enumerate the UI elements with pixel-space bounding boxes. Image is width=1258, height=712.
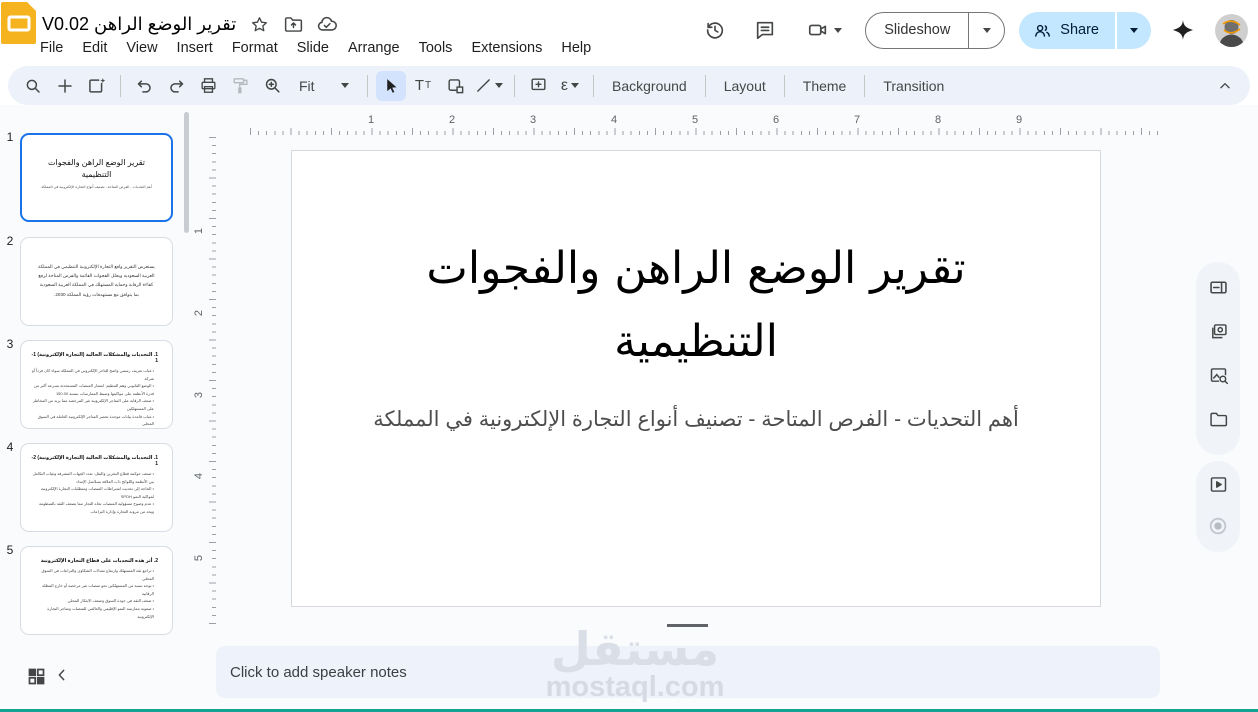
share-people-icon <box>1033 21 1052 40</box>
cloud-saved-icon[interactable] <box>316 13 338 35</box>
share-button[interactable] <box>1019 12 1115 49</box>
background-button[interactable]: Background <box>612 77 687 94</box>
slide-thumbnail-1[interactable] <box>20 133 173 222</box>
slideshow-caret-button[interactable] <box>968 13 1004 48</box>
collapse-toolbar-icon[interactable] <box>1210 71 1240 101</box>
divider <box>367 75 368 97</box>
menu-edit[interactable]: Edit <box>82 40 108 56</box>
slideshow-button[interactable]: Slideshow <box>884 22 951 38</box>
text-box-T: T <box>414 77 425 94</box>
divider <box>864 75 865 97</box>
print-icon[interactable] <box>193 71 223 101</box>
menu-tools[interactable]: Tools <box>418 40 453 56</box>
slide-thumbnail-3[interactable] <box>20 340 173 429</box>
menu-arrange[interactable]: Arrange <box>347 40 400 56</box>
watermark-url: mostaql.com <box>545 671 725 703</box>
undo-icon[interactable] <box>129 71 159 101</box>
insert-line-icon[interactable] <box>472 71 506 101</box>
watermark-arabic-logo: مستقل <box>550 623 720 675</box>
special-character-icon[interactable] <box>555 71 585 101</box>
slides-logo[interactable] <box>0 0 38 46</box>
select-tool-icon[interactable] <box>376 71 406 101</box>
divider <box>705 75 706 97</box>
slideshow-split-button <box>865 12 1005 49</box>
special-character-caret-icon[interactable] <box>571 83 579 88</box>
filmstrip-scrollbar[interactable] <box>184 112 189 233</box>
menubar <box>40 36 591 60</box>
redo-icon[interactable] <box>161 71 191 101</box>
menu-view[interactable]: View <box>126 40 158 56</box>
insert-comment-icon[interactable] <box>523 71 553 101</box>
thumb5-bullets: • تراجع ثقة المستهلك وارتفاع معدلات الشكاوى والنزاعات في السوق المحلي • توجه نسبة من المستهلكين نحو منصات غير مرخصة أو خارج المظلة الرقابية • ضعف الثقة في جودة السوق وضعف الابتكار المحلي • صعوبة ممارسة النمو الإقليمي والعالمي للمنصات ومتاجر التجارة الإلكترونية <box>21 567 172 620</box>
line-caret-icon[interactable] <box>495 83 503 88</box>
thumb2-body: يستعرض التقرير واقع التجارة الإلكترونية التنظيمي في المملكة العربية السعودية ويحلل الفجوات القائمة والفرص المتاحة لرفع كفاءة الرقابة وحماية المستهلك في المملكة العربية السعودية بما يتوافق مع مستهدفات رؤية المملكة 2030. <box>38 264 155 297</box>
zoom-select[interactable] <box>289 71 359 101</box>
side-panel-group-top <box>1196 262 1240 455</box>
slide-number: 4 <box>6 440 14 454</box>
photos-icon[interactable] <box>1205 318 1231 344</box>
slide-thumbnail-2[interactable] <box>20 237 173 326</box>
comments-icon[interactable] <box>747 12 783 48</box>
thumb4-heading: 1. التحديات والمشكلات الحالية (التجارة الإلكترونية) 2-1 <box>31 455 158 467</box>
epsilon-glyph: ε <box>560 76 569 94</box>
zoom-value: Fit <box>299 77 315 94</box>
gemini-sparkle-icon[interactable] <box>1165 12 1201 48</box>
divider <box>514 75 515 97</box>
new-slide-layout-icon[interactable] <box>82 71 112 101</box>
menu-insert[interactable]: Insert <box>176 40 213 56</box>
thumb1-subtitle: أهم التحديات - الفرص المتاحة - تصنيف أنواع التجارة الإلكترونية في المملكة <box>41 185 152 189</box>
divider <box>784 75 785 97</box>
thumb4-bullets: • ضعف حوكمة قطاع التخزين والنقل: تعدد الجهات المشرفة وغياب التكامل بين الأنظمة واللوائح ذات العلاقة بسلاسل الإمداد • الحاجة إلى تحديث اشتراطات المنصات ومتطلبات التجارة الإلكترونية لمواكبة النمو SPDH • عدم وضوح مسؤولية المنصات تجاه التجار مما يضعف الثقة بالمنظومة ويحد من مرونة التجارة وإدارة النزاعات <box>21 470 172 516</box>
menu-help[interactable]: Help <box>561 40 592 56</box>
search-menus-icon[interactable] <box>18 71 48 101</box>
side-panel-group-bottom <box>1196 461 1240 552</box>
thumb3-heading: 1. التحديات والمشكلات الحالية (التجارة الإلكترونية) 1-1 <box>31 352 158 364</box>
slide-number: 2 <box>6 234 14 248</box>
slide-number: 5 <box>6 543 14 557</box>
move-folder-icon[interactable] <box>282 13 304 35</box>
version-history-icon[interactable] <box>697 12 733 48</box>
thumb3-bullets: • غياب تعريف رسمي واضح للتاجر الإلكتروني في المملكة سواء كان فرداً أو شركة • الوضع القانوني وهم التنظيم: انتشار المنصات المستحدثة بسرعة أكبر من قدرة الأنظمة على مواكبتها وضبط الممارسات بنسبة 150.00 • ضعف الرقابة على المتاجر الإلكترونية غير المرخصة مما يزيد من المخاطر على المستهلكين • غياب قاعدة بيانات موحدة تحصر المتاجر الإلكترونية العاملة في السوق المحلي <box>21 367 172 428</box>
collapse-filmstrip-icon[interactable] <box>54 667 72 685</box>
star-icon[interactable] <box>248 13 270 35</box>
share-label: Share <box>1060 22 1099 38</box>
slide-drag-handle[interactable] <box>667 624 708 627</box>
text-box-t: T <box>425 80 432 91</box>
theme-button[interactable]: Theme <box>802 77 847 94</box>
meet-camera-icon[interactable] <box>797 12 851 48</box>
menu-format[interactable]: Format <box>231 40 278 56</box>
vertical-ruler: 1 2 3 4 5 <box>198 137 216 631</box>
menu-slide[interactable]: Slide <box>296 40 329 56</box>
new-slide-icon[interactable] <box>50 71 80 101</box>
record-icon[interactable] <box>1205 513 1231 539</box>
folder-icon[interactable] <box>1205 406 1231 432</box>
slide-title-text[interactable]: تقرير الوضع الراهن والفجوات التنظيمية <box>426 243 966 367</box>
speaker-notes-placeholder: Click to add speaker notes <box>230 663 407 681</box>
video-player-icon[interactable] <box>1205 471 1231 497</box>
thumb5-heading: 2. أثر هذه التحديات على قطاع التجارة الإلكترونية <box>40 558 158 564</box>
text-box-icon[interactable] <box>408 71 438 101</box>
divider <box>120 75 121 97</box>
divider <box>593 75 594 97</box>
document-title[interactable]: تقرير الوضع الراهن V0.02 <box>42 13 237 34</box>
meet-caret-icon[interactable] <box>834 28 842 33</box>
image-search-icon[interactable] <box>1205 362 1231 388</box>
share-split-button <box>1019 12 1151 49</box>
account-avatar[interactable] <box>1215 14 1248 47</box>
slide-number: 1 <box>6 130 14 144</box>
share-caret-button[interactable] <box>1117 12 1151 49</box>
layout-button[interactable]: Layout <box>723 77 766 94</box>
menu-file[interactable]: File <box>40 40 64 56</box>
insert-shape-icon[interactable] <box>440 71 470 101</box>
slide-number: 3 <box>6 337 14 351</box>
horizontal-ruler: 1 2 3 4 5 6 7 8 9 <box>250 115 1165 135</box>
slide-thumbnail-5[interactable] <box>20 546 173 635</box>
toolbar <box>8 66 1250 105</box>
menu-extensions[interactable]: Extensions <box>471 40 543 56</box>
slide-thumbnail-4[interactable] <box>20 443 173 532</box>
slides-panel-icon[interactable] <box>1205 274 1231 300</box>
header-actions <box>697 10 1248 50</box>
grid-view-icon[interactable] <box>26 666 48 688</box>
speaker-notes-input[interactable] <box>216 646 1160 698</box>
slide-subtitle-text[interactable]: أهم التحديات - الفرص المتاحة - تصنيف أنواع التجارة الإلكترونية في المملكة <box>373 408 1019 431</box>
document-header <box>42 12 338 36</box>
slide-canvas[interactable] <box>291 150 1101 607</box>
zoom-icon[interactable] <box>257 71 287 101</box>
paint-format-icon[interactable] <box>225 71 255 101</box>
thumb1-title: تقرير الوضع الراهن والفجوات التنظيمية <box>47 158 146 179</box>
transition-button[interactable]: Transition <box>883 77 945 94</box>
